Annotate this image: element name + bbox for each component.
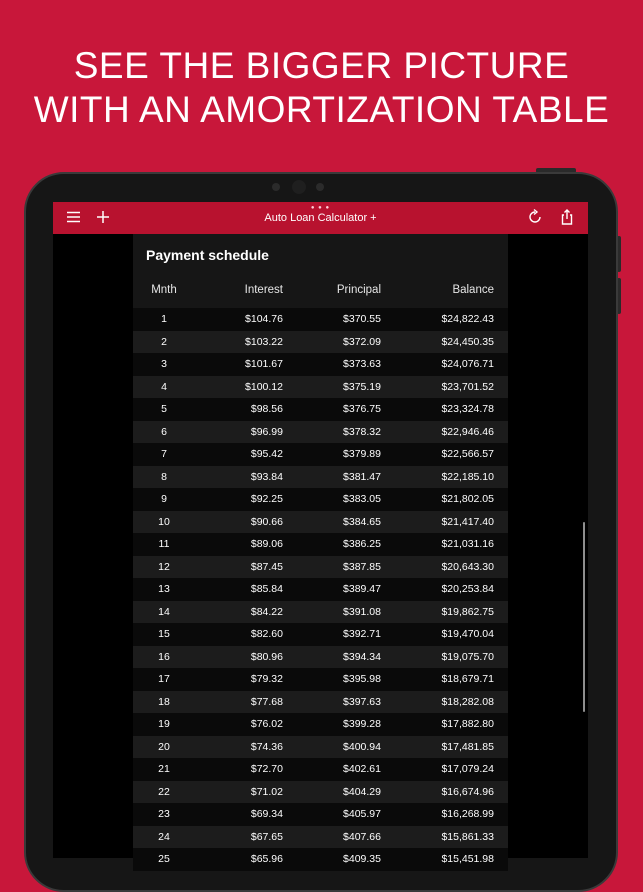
table-row bbox=[133, 353, 508, 376]
cell-balance: $23,324.78 bbox=[441, 403, 494, 415]
cell-month: 17 bbox=[158, 673, 170, 685]
table-row bbox=[133, 421, 508, 444]
multitask-dots[interactable]: ● ● ● bbox=[310, 205, 331, 211]
cell-balance: $18,679.71 bbox=[441, 673, 494, 685]
table-row bbox=[133, 443, 508, 466]
cell-interest: $72.70 bbox=[250, 763, 283, 775]
cell-principal: $399.28 bbox=[343, 718, 381, 730]
column-header-interest: Interest bbox=[244, 284, 283, 296]
sensor-dot bbox=[316, 183, 324, 191]
cell-interest: $74.36 bbox=[250, 740, 283, 753]
cell-month: 19 bbox=[158, 718, 170, 730]
cell-month: 20 bbox=[158, 740, 170, 753]
cell-interest: $93.84 bbox=[250, 470, 283, 483]
cell-balance: $17,079.24 bbox=[441, 763, 494, 775]
cell-month: 12 bbox=[158, 560, 170, 573]
nav-bar bbox=[53, 202, 588, 234]
cell-balance: $18,282.08 bbox=[441, 695, 494, 708]
cell-principal: $387.85 bbox=[343, 560, 381, 573]
cell-principal: $400.94 bbox=[343, 740, 381, 753]
table-row bbox=[133, 736, 508, 759]
cell-interest: $79.32 bbox=[250, 673, 283, 685]
cell-principal: $391.08 bbox=[343, 605, 381, 618]
cell-principal: $397.63 bbox=[343, 695, 381, 708]
cell-principal: $386.25 bbox=[343, 538, 381, 550]
cell-balance: $22,566.57 bbox=[441, 448, 494, 460]
cell-principal: $402.61 bbox=[343, 763, 381, 775]
cell-balance: $23,701.52 bbox=[441, 380, 494, 393]
cell-principal: $409.35 bbox=[343, 853, 381, 865]
cell-month: 25 bbox=[158, 853, 170, 865]
cell-month: 21 bbox=[158, 763, 170, 775]
cell-month: 22 bbox=[158, 785, 170, 798]
cell-interest: $84.22 bbox=[250, 605, 283, 618]
cell-principal: $370.55 bbox=[343, 313, 381, 325]
cell-interest: $90.66 bbox=[250, 515, 283, 528]
cell-interest: $82.60 bbox=[250, 628, 283, 640]
cell-month: 7 bbox=[161, 448, 167, 460]
table-row bbox=[133, 556, 508, 579]
table-header bbox=[133, 284, 508, 302]
cell-interest: $80.96 bbox=[250, 650, 283, 663]
cell-interest: $65.96 bbox=[250, 853, 283, 865]
cell-principal: $394.34 bbox=[343, 650, 381, 663]
cell-month: 6 bbox=[161, 425, 167, 438]
cell-principal: $383.05 bbox=[343, 493, 381, 505]
column-header-month: Mnth bbox=[151, 284, 177, 296]
table-row bbox=[133, 826, 508, 849]
cell-interest: $100.12 bbox=[245, 380, 283, 393]
table-row bbox=[133, 466, 508, 489]
cell-balance: $19,862.75 bbox=[441, 605, 494, 618]
table-row bbox=[133, 646, 508, 669]
cell-interest: $95.42 bbox=[250, 448, 283, 460]
cell-month: 15 bbox=[158, 628, 170, 640]
share-icon[interactable] bbox=[558, 208, 576, 226]
promo-headline bbox=[0, 44, 643, 132]
table-row bbox=[133, 848, 508, 871]
cell-balance: $21,417.40 bbox=[441, 515, 494, 528]
cell-interest: $96.99 bbox=[250, 425, 283, 438]
cell-interest: $92.25 bbox=[250, 493, 283, 505]
cell-balance: $24,076.71 bbox=[441, 358, 494, 370]
table-row bbox=[133, 758, 508, 781]
cell-principal: $405.97 bbox=[343, 808, 381, 820]
cell-balance: $19,075.70 bbox=[441, 650, 494, 663]
cell-interest: $89.06 bbox=[250, 538, 283, 550]
cell-balance: $17,882.80 bbox=[441, 718, 494, 730]
cell-month: 16 bbox=[158, 650, 170, 663]
column-header-balance: Balance bbox=[452, 284, 494, 296]
cell-interest: $103.22 bbox=[245, 335, 283, 348]
table-row bbox=[133, 803, 508, 826]
cell-interest: $76.02 bbox=[250, 718, 283, 730]
table-row bbox=[133, 781, 508, 804]
cell-principal: $376.75 bbox=[343, 403, 381, 415]
cell-interest: $87.45 bbox=[250, 560, 283, 573]
cell-month: 10 bbox=[158, 515, 170, 528]
cell-interest: $71.02 bbox=[250, 785, 283, 798]
table-row bbox=[133, 308, 508, 331]
table-row bbox=[133, 331, 508, 354]
table-row bbox=[133, 376, 508, 399]
promo-line-2: WITH AN AMORTIZATION TABLE bbox=[33, 89, 610, 130]
cell-balance: $21,031.16 bbox=[441, 538, 494, 550]
cell-month: 13 bbox=[158, 583, 170, 595]
cell-balance: $15,451.98 bbox=[441, 853, 494, 865]
app-screen bbox=[53, 202, 588, 865]
table-row bbox=[133, 578, 508, 601]
camera-lens bbox=[292, 180, 306, 194]
cell-principal: $373.63 bbox=[343, 358, 381, 370]
table-row bbox=[133, 511, 508, 534]
cell-balance: $20,643.30 bbox=[441, 560, 494, 573]
cell-balance: $22,185.10 bbox=[441, 470, 494, 483]
cell-interest: $98.56 bbox=[250, 403, 283, 415]
table-row bbox=[133, 691, 508, 714]
payment-schedule-panel bbox=[133, 234, 508, 874]
cell-month: 18 bbox=[158, 695, 170, 708]
cell-principal: $379.89 bbox=[343, 448, 381, 460]
cell-interest: $101.67 bbox=[245, 358, 283, 370]
cell-month: 2 bbox=[161, 335, 167, 348]
cell-principal: $392.71 bbox=[343, 628, 381, 640]
cell-interest: $85.84 bbox=[250, 583, 283, 595]
column-header-principal: Principal bbox=[336, 284, 381, 296]
cell-balance: $16,674.96 bbox=[441, 785, 494, 798]
cell-principal: $389.47 bbox=[343, 583, 381, 595]
cell-month: 1 bbox=[161, 313, 167, 325]
table-row bbox=[133, 533, 508, 556]
table-row bbox=[133, 623, 508, 646]
camera-dot bbox=[272, 183, 280, 191]
cell-balance: $20,253.84 bbox=[441, 583, 494, 595]
cell-principal: $384.65 bbox=[343, 515, 381, 528]
table-row bbox=[133, 713, 508, 736]
cell-balance: $22,946.46 bbox=[441, 425, 494, 438]
cell-principal: $404.29 bbox=[343, 785, 381, 798]
cell-balance: $24,822.43 bbox=[441, 313, 494, 325]
cell-balance: $16,268.99 bbox=[441, 808, 494, 820]
app-title: Auto Loan Calculator + bbox=[264, 212, 377, 224]
cell-interest: $104.76 bbox=[245, 313, 283, 325]
cell-month: 5 bbox=[161, 403, 167, 415]
cell-principal: $378.32 bbox=[343, 425, 381, 438]
promo-line-1: SEE THE BIGGER PICTURE bbox=[73, 45, 570, 86]
cell-balance: $15,861.33 bbox=[441, 830, 494, 843]
cell-month: 24 bbox=[158, 830, 170, 843]
cell-month: 9 bbox=[161, 493, 167, 505]
cell-month: 3 bbox=[161, 358, 167, 370]
cell-principal: $381.47 bbox=[343, 470, 381, 483]
cell-balance: $24,450.35 bbox=[441, 335, 494, 348]
cell-interest: $77.68 bbox=[250, 695, 283, 708]
cell-balance: $17,481.85 bbox=[441, 740, 494, 753]
table-row bbox=[133, 601, 508, 624]
cell-month: 11 bbox=[158, 538, 170, 550]
table-row bbox=[133, 668, 508, 691]
cell-month: 14 bbox=[158, 605, 170, 618]
cell-month: 8 bbox=[161, 470, 167, 483]
cell-principal: $375.19 bbox=[343, 380, 381, 393]
schedule-table-body bbox=[133, 308, 508, 871]
table-row bbox=[133, 398, 508, 421]
schedule-heading: Payment schedule bbox=[146, 247, 269, 263]
cell-principal: $407.66 bbox=[343, 830, 381, 843]
cell-balance: $19,470.04 bbox=[441, 628, 494, 640]
cell-balance: $21,802.05 bbox=[441, 493, 494, 505]
cell-principal: $395.98 bbox=[343, 673, 381, 685]
cell-interest: $67.65 bbox=[250, 830, 283, 843]
cell-interest: $69.34 bbox=[250, 808, 283, 820]
refresh-icon[interactable] bbox=[526, 208, 544, 226]
cell-principal: $372.09 bbox=[343, 335, 381, 348]
cell-month: 23 bbox=[158, 808, 170, 820]
cell-month: 4 bbox=[161, 380, 167, 393]
table-row bbox=[133, 488, 508, 511]
scrollbar[interactable] bbox=[583, 522, 585, 712]
